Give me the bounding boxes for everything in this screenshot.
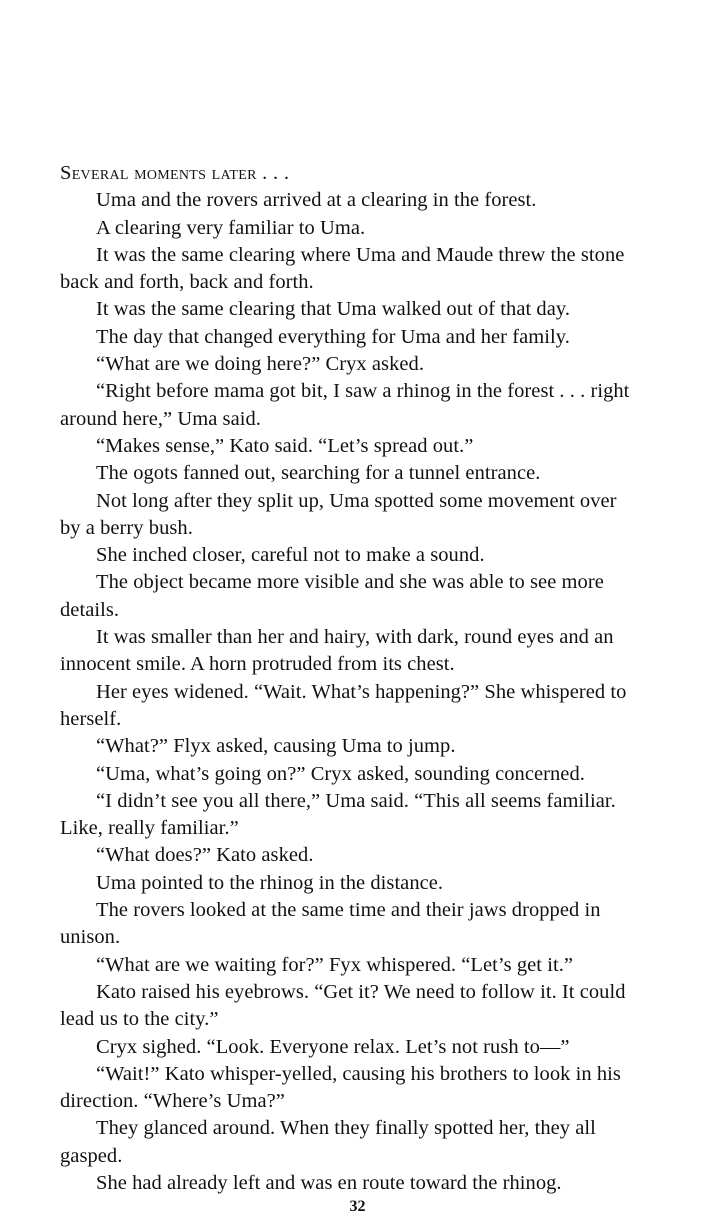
paragraph: “What does?” Kato asked.	[96, 844, 314, 867]
paragraph: It was the same clearing that Uma walked out of that day.	[96, 298, 570, 321]
paragraph: “Makes sense,” Kato said. “Let’s spread out.”	[96, 434, 474, 457]
paragraph: She inched closer, careful not to make a sound.	[96, 544, 485, 567]
paragraph: “Wait!” Kato whisper-yelled, causing his brothers to look in his direction. “Where’s Uma?”	[60, 1062, 621, 1113]
paragraph: Not long after they split up, Uma spotted some movement over by a berry bush.	[60, 489, 617, 539]
paragraph: “What?” Flyx asked, causing Uma to jump.	[96, 735, 456, 758]
section-heading: Several moments later . . .	[60, 162, 290, 184]
paragraph: Kato raised his eyebrows. “Get it? We need to follow it. It could lead us to the city.”	[60, 980, 626, 1031]
paragraph: Cryx sighed. “Look. Everyone relax. Let’s not rush to—”	[96, 1035, 570, 1058]
page-number: 32	[349, 1198, 366, 1215]
paragraph: Uma and the rovers arrived at a clearing in the forest.	[96, 189, 537, 212]
paragraph: The rovers looked at the same time and their jaws dropped in unison.	[60, 899, 601, 949]
paragraph: “What are we doing here?” Cryx asked.	[96, 353, 424, 376]
paragraph: The object became more visible and she was able to see more details.	[60, 571, 604, 621]
page-body	[60, 160, 630, 1197]
paragraph: “I didn’t see you all there,” Uma said. “This all seems familiar. Like, really familiar.”	[60, 789, 616, 840]
paragraph: It was smaller than her and hairy, with dark, round eyes and an innocent smile. A horn protruded from its chest.	[60, 626, 614, 676]
paragraph: Uma pointed to the rhinog in the distance.	[96, 871, 444, 894]
paragraph: The ogots fanned out, searching for a tunnel entrance.	[96, 462, 541, 485]
paragraph: “What are we waiting for?” Fyx whispered. “Let’s get it.”	[96, 953, 574, 976]
paragraph: Her eyes widened. “Wait. What’s happening?” She whispered to herself.	[60, 680, 627, 730]
paragraph: It was the same clearing where Uma and Maude threw the stone back and forth, back and forth.	[60, 243, 625, 294]
paragraph: They glanced around. When they finally spotted her, they all gasped.	[60, 1117, 596, 1167]
paragraph: The day that changed everything for Uma and her family.	[96, 325, 570, 348]
paragraph: A clearing very familiar to Uma.	[96, 216, 366, 239]
paragraph: She had already left and was en route toward the rhinog.	[96, 1171, 562, 1194]
paragraph: “Uma, what’s going on?” Cryx asked, sounding concerned.	[96, 762, 585, 785]
paragraph: “Right before mama got bit, I saw a rhinog in the forest . . . right around here,” Uma said.	[60, 380, 630, 430]
